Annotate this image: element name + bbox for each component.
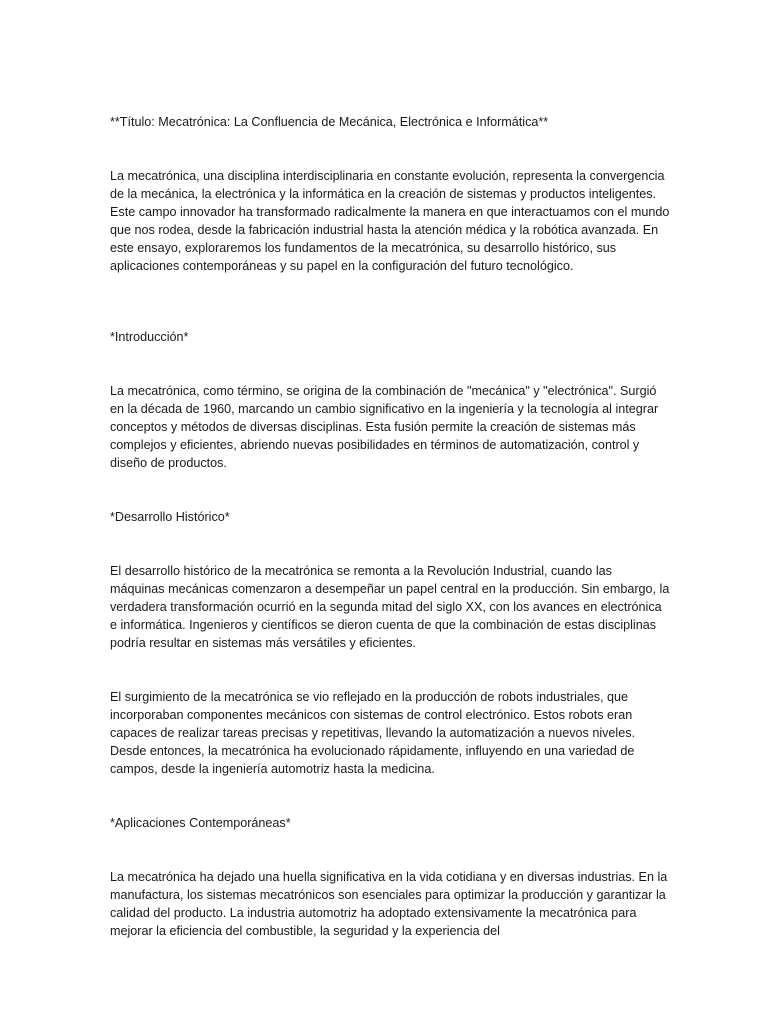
paragraph-desarrollo-historico-2: El surgimiento de la mecatrónica se vio reflejado en la producción de robots industriales, que incorporaban componentes mecánicos con sistemas de control electrónico. Estos robots eran capaces de realizar tareas precisas y repetitivas, llevando la automatización a nuevos niveles. Desde entonces, la mecatrónica ha evolucionado rápidamente, influyendo en una variedad de campos, desde la ingeniería automotriz hasta la medicina. [110,690,636,776]
paragraph-desarrollo-historico-1: El desarrollo histórico de la mecatrónica se remonta a la Revolución Industrial, cuando las máquinas mecánicas comenzaron a desempeñar un papel central en la producción. Sin embargo, la verdadera transformación ocurrió en la segunda mitad del siglo XX, con los avances en electrónica e informática. Ingenieros y científicos se dieron cuenta de que la combinación de estas disciplinas podría resultar en sistemas más versátiles y eficientes. [110,564,670,650]
paragraph-introduccion: La mecatrónica, como término, se origina de la combinación de "mecánica" y "electrónica". Surgió en la década de 1960, marcando un cambio significativo en la ingeniería y la tecnología al integrar conceptos y métodos de diversas disciplinas. Esta fusión permite la creación de sistemas más complejos y eficientes, abriendo nuevas posibilidades en términos de automatización, control y diseño de productos. [110,384,659,470]
intro-paragraph: La mecatrónica, una disciplina interdisciplinaria en constante evolución, representa la convergencia de la mecánica, la electrónica y la informática en la creación de sistemas y productos inteligentes. Este campo innovador ha transformado radicalmente la manera en que interactuamos con el mundo que nos rodea, desde la fabricación industrial hasta la atención médica y la robótica avanzada. En este ensayo, exploraremos los fundamentos de la mecatrónica, su desarrollo histórico, sus aplicaciones contemporáneas y su papel en la configuración del futuro tecnológico. [110,169,670,273]
document-title: **Título: Mecatrónica: La Confluencia de Mecánica, Electrónica e Informática** [110,115,549,129]
section-heading-introduccion: *Introducción* [110,330,189,344]
section-heading-desarrollo-historico: *Desarrollo Histórico* [110,510,230,524]
paragraph-aplicaciones: La mecatrónica ha dejado una huella significativa en la vida cotidiana y en diversas industrias. En la manufactura, los sistemas mecatrónicos son esenciales para optimizar la producción y garantizar la calidad del producto. La industria automotriz ha adoptado extensivamente la mecatrónica para mejorar la eficiencia del combustible, la seguridad y la experiencia del [110,870,668,938]
section-heading-aplicaciones: *Aplicaciones Contemporáneas* [110,816,291,830]
